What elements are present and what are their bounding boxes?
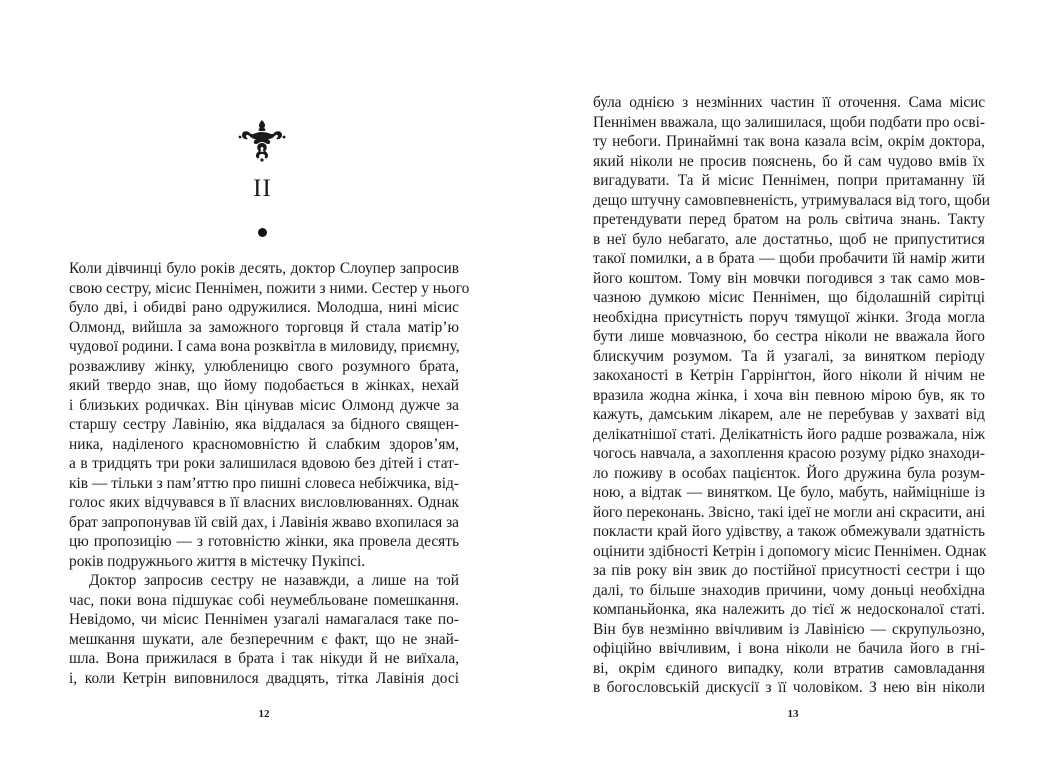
text-line: і близьких родичках. Він цінував місис Олмонд дужче за (69, 396, 459, 414)
text-line: в неї було небагато, але достатньо, щоб не припуститися (593, 230, 985, 248)
page-number: 13 (787, 708, 799, 720)
text-line: Пеннімен вважала, що залишилася, щоби подбати про осві- (593, 113, 985, 131)
text-line: Доктор запросив сестру не назавжди, а лише на той (89, 572, 459, 589)
text-line: чогось навчала, а захоплення красою розуму рідко знаходи- (593, 445, 985, 462)
text-line: ною, а відтак — винятком. Це було, мабуть, найміцніше із (593, 484, 985, 501)
text-line: який твердо знав, що йому подобається в жінках, нехай (69, 377, 459, 394)
text-line: ника, наділеного красномовністю й слабким здоров’ям, (69, 435, 459, 453)
text-line: ві, окрім єдиного випадку, коли втратив самовладання (593, 659, 985, 677)
text-line: претендувати перед братом на роль світича знань. Такту (593, 211, 985, 228)
text-line: його переконань. Звісно, такі ідеї не могли ані скрасити, ані (593, 503, 986, 521)
text-line: цю пропозицію — з готовністю жінки, яка провела десять (69, 533, 459, 550)
text-line: далі, то більше знаходив причини, чому доньці необхідна (593, 581, 985, 599)
text-line: свою сестру, місис Пеннімен, пожити з ними. Сестер у нього (69, 279, 470, 297)
fleuron-ornament-icon (237, 118, 287, 162)
right-page-body (593, 93, 991, 698)
text-line: за пів року він звик до постійної присутності сестри і що (593, 562, 985, 579)
text-line: вигадувати. Та й місис Пеннімен, попри притаманну їй (593, 172, 985, 189)
text-line: було дві, і обидві рано одружилися. Молодша, нині місис (69, 299, 459, 316)
text-line: покласти край його удівству, а також обмежували здатність (593, 523, 985, 540)
text-line: в богословській дискусії з її чоловіком. З нею він ніколи (593, 679, 985, 696)
text-line: закоханості в Кетрін Гаррінґтон, його ніколи й нічим не (593, 367, 985, 384)
text-line: Невідомо, чи місис Пеннімен узагалі намагалася таке по- (69, 611, 459, 628)
text-line: Коли дівчинці було років десять, доктор Слоупер запросив (69, 260, 459, 277)
text-line: оцінити здібності Кетрін і допомогу місис Пеннімен. Однак (593, 542, 987, 560)
text-line: дещо штучну самовпевненість, утримувалася від того, щоби (593, 191, 991, 209)
text-line: років подружнього життя в містечку Пукіпсі. (69, 552, 366, 570)
text-line: була однією з незмінних частин її оточення. Сама місис (593, 94, 985, 111)
text-line: і, коли Кетрін виповнилося двадцять, тітка Лавінія досі (69, 669, 459, 687)
text-line: бути лише мовчазною, бо сестра ніколи не вважала його (593, 328, 985, 345)
text-line: шла. Вона прижилася в брата і так нікуди й не виїхала, (69, 650, 459, 667)
text-line: чудової родини. І сама вона розквітла в миловиду, приємну, (69, 338, 460, 355)
text-line: ків — тільки з пам’яттю про пишні словеса небіжчика, від- (69, 474, 459, 492)
chapter-number: II (253, 175, 272, 202)
text-line: мешкання шукати, але безперечним є факт, що не знай- (69, 630, 459, 648)
text-line: офіційно ввічливим, і вона ніколи не бачила його в гні- (593, 640, 985, 657)
text-line: чазною думкою місис Пеннімен, що бідолашній сирітці (593, 289, 985, 306)
text-line: Олмонд, вийшла за заможного торговця й стала матір’ю (69, 318, 459, 336)
round-bullet-icon (258, 228, 267, 237)
text-line: брат запропонував їй свій дах, і Лавінія жваво вхопилася за (69, 513, 459, 531)
text-line: а в тридцять три роки залишилася вдовою без дітей і стат- (69, 455, 459, 472)
text-line: час, поки вона підшукає собі неумебльоване помешкання. (69, 591, 459, 609)
text-line: такої помилки, а в брата — щоби пробачити їй намір жити (593, 250, 985, 267)
text-line: його коштом. Тому він мовчки погодився з так само мов- (593, 269, 985, 287)
right-page (525, 0, 1050, 761)
text-line: який ніколи не просив пояснень, бо й сам чудово вмів їх (593, 152, 985, 170)
text-line: компаньйонка, яка належить до тієї ж недосконалої статі. (593, 601, 985, 618)
text-line: голос яких відчувався в її власних висловлюваннях. Однак (69, 494, 459, 511)
text-line: Він був незмінно ввічливим із Лавінією — скрупульозно, (593, 620, 985, 638)
page-number: 12 (258, 708, 270, 720)
text-line: необхідна присутність поруч тямущої жінки. Згода могла (593, 308, 985, 326)
text-line: ло поживу в особах пацієнток. Його дружина була розум- (593, 464, 985, 482)
text-line: вразила жодна жінка, і хоча він певною мірою був, як то (593, 386, 985, 404)
text-line: блискучим розумом. Та й узагалі, за винятком періоду (593, 347, 985, 365)
left-page-body (69, 259, 470, 688)
text-line: ту небоги. Принаймні так вона казала всім, окрім доктора, (593, 133, 985, 150)
text-line: кажуть, дамським лікарем, але не перебував у захваті від (593, 406, 985, 423)
text-line: старшу сестру Лавінію, яка віддалася за бідного священ- (69, 416, 459, 433)
text-line: делікатнішої статі. Делікатність його радше розважала, ніж (593, 425, 985, 443)
text-line: розважливу жінку, улюбленицю свого розумного брата, (69, 357, 459, 375)
